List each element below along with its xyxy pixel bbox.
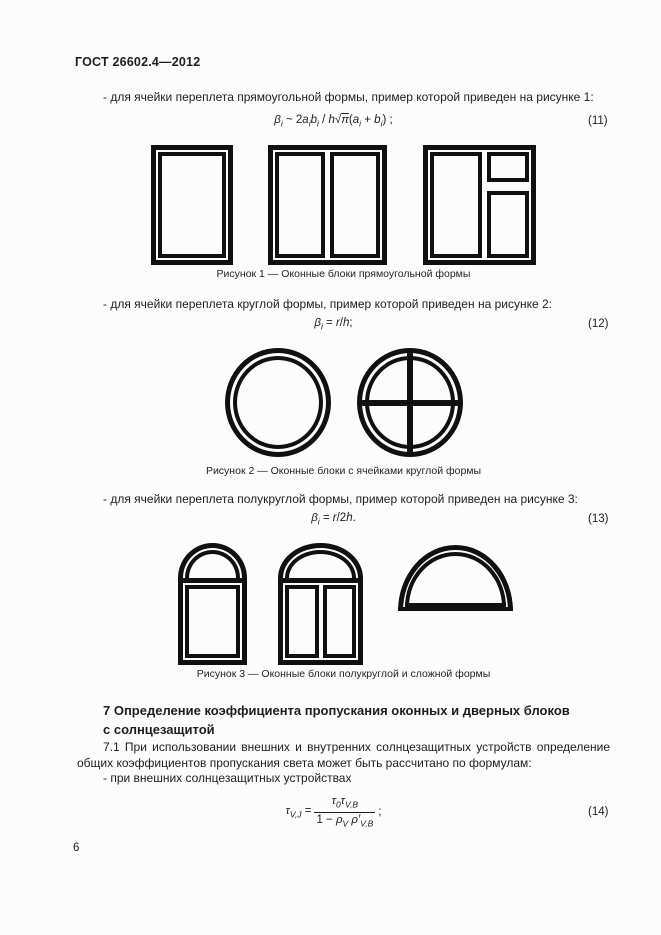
figure-1-caption: Рисунок 1 — Оконные блоки прямоугольной формы (216, 268, 471, 280)
window-pane (405, 552, 506, 607)
figure2-circle-window-plain (225, 348, 331, 457)
paragraph-external-devices: - при внешних солнцезащитных устройствах (103, 771, 352, 785)
figure-3-caption: Рисунок 3 — Оконные блоки полукруглой и сложной формы (196, 668, 491, 680)
page-header: ГОСТ 26602.4—2012 (75, 55, 201, 69)
formula-12-number: (12) (588, 318, 609, 330)
formula-14-denominator: $1 - \rho_V$ $\rho'_{V,B}$ (316, 813, 374, 828)
figure3-semicircular-window (398, 545, 513, 611)
arch-top (278, 543, 363, 578)
figure1-window-complex (423, 145, 536, 265)
paragraph-circle-intro: - для ячейки переплета круглой формы, пример которой приведен на рисунке 2: (103, 297, 552, 311)
window-pane (330, 152, 380, 258)
formula-14-number: (14) (588, 806, 609, 818)
formula-14-lhs: $\tau_{V,J}$ = (285, 804, 312, 820)
formula-13-number: (13) (588, 513, 609, 525)
arch-pane (185, 550, 240, 578)
window-body (178, 578, 247, 665)
formula-11-body: $\beta_i$ ~ $2a_ib_i / h√\pi(a_i + b_i)$ ; (274, 113, 393, 129)
window-pane (487, 152, 529, 182)
paragraph-semicircle-intro: - для ячейки переплета полукруглой формы, пример которой приведен на рисунке 3: (103, 492, 578, 506)
window-pane (275, 152, 325, 258)
figure2-circle-window-cross (357, 348, 463, 457)
formula-12 (77, 314, 609, 334)
figure3-arched-window-single (178, 543, 247, 665)
horizontal-muntin-bar (362, 400, 458, 406)
window-right-column (487, 152, 529, 258)
window-pane (185, 585, 240, 658)
window-body (278, 578, 363, 665)
window-pane (233, 356, 323, 449)
figure1-window-double (268, 145, 387, 265)
formula-11-number: (11) (588, 115, 608, 127)
paragraph-rect-intro: - для ячейки переплета прямоугольной формы, пример которой приведен на рисунке 1: (103, 90, 594, 104)
figure-1 (151, 145, 536, 265)
arch-top (178, 543, 247, 578)
formula-14-fraction (314, 794, 375, 830)
window-pane (430, 152, 482, 258)
formula-14-tail: ; (378, 806, 382, 818)
section-7-heading-line1: 7 Определение коэффициента пропускания оконных и дверных блоков (103, 703, 570, 718)
page-number: 6 (73, 842, 80, 854)
formula-14-numerator: $\tau_0\tau_{V,B}$ (331, 795, 359, 810)
paragraph-7-1: 7.1 При использовании внешних и внутренних солнцезащитных устройств определение общих коэффициентов пропускания света может быть рассчитано по формулам: (77, 740, 610, 770)
formula-13 (77, 509, 609, 529)
figure3-arched-window-double (278, 543, 363, 665)
formula-12-body: $\beta_i = r/h$; (314, 316, 353, 332)
window-pane (158, 152, 226, 258)
figure-3 (178, 543, 513, 665)
figure-2-caption: Рисунок 2 — Оконные блоки с ячейками круглой формы (205, 465, 482, 477)
formula-11 (77, 108, 608, 134)
window-pane (285, 585, 319, 658)
window-pane (487, 191, 529, 258)
formula-13-body: $\beta_i = r/2h$. (311, 511, 356, 527)
window-pane (323, 585, 357, 658)
arch-pane (285, 550, 356, 578)
formula-14 (77, 790, 609, 834)
section-7-heading-line2: с солнцезащитой (103, 722, 215, 737)
section-7-heading (103, 701, 570, 739)
figure-2 (225, 348, 463, 457)
figure1-window-single (151, 145, 233, 265)
